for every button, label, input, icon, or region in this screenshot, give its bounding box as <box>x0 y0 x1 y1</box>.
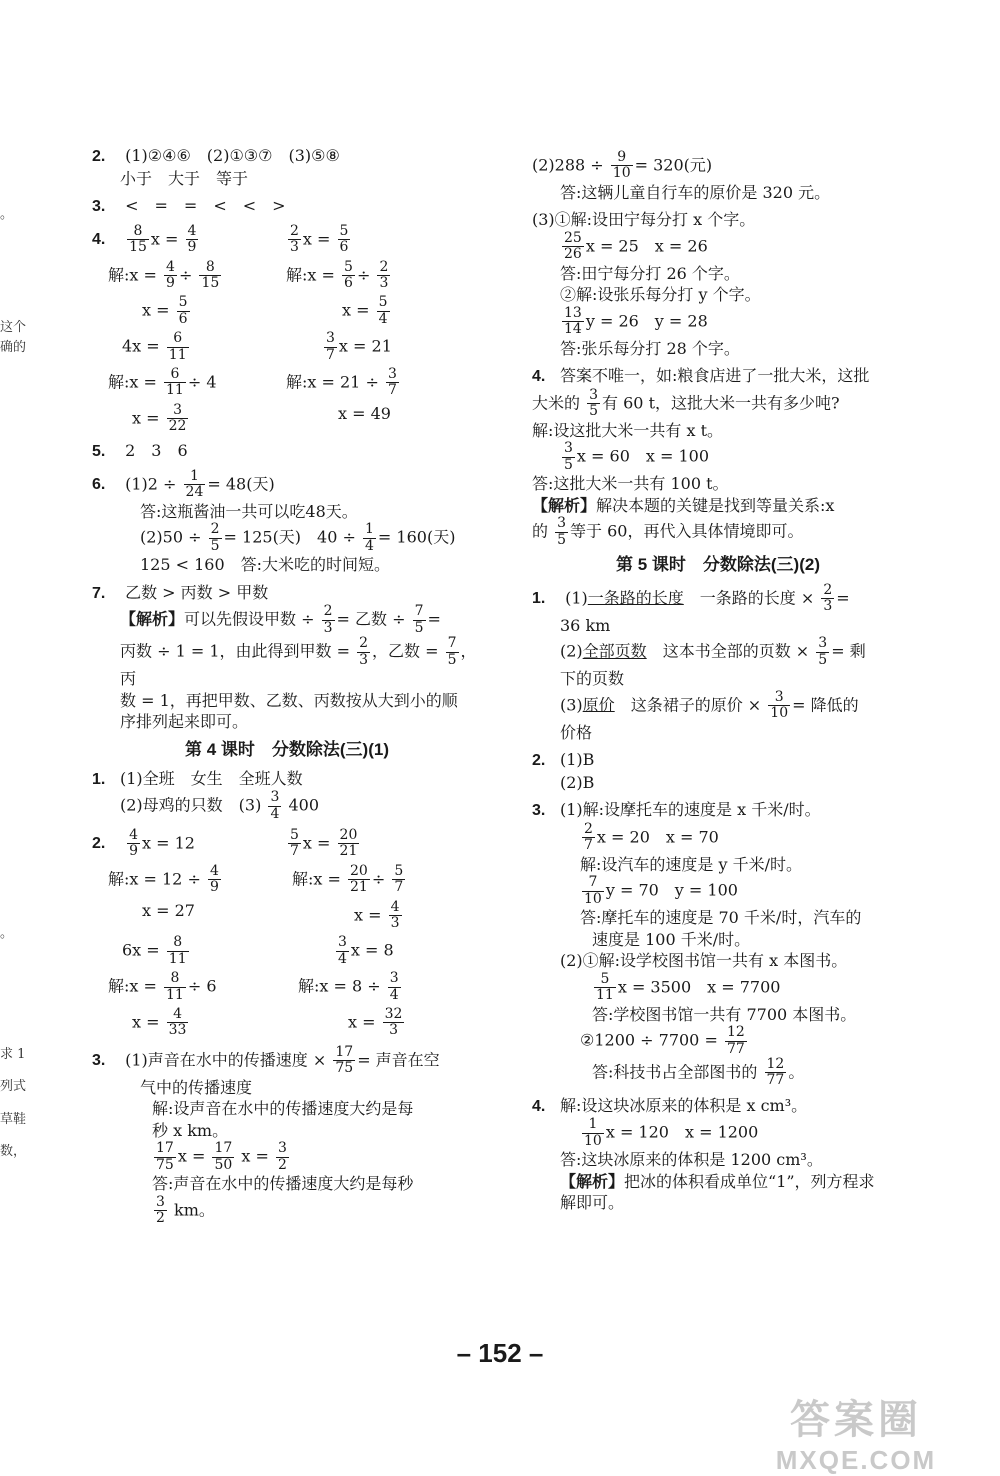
fraction: $\frac{8}{11}$ <box>166 970 184 1003</box>
answer-text: 答:田宁每分打 26 个字。 <box>560 263 740 283</box>
question-number: 1. <box>532 590 546 608</box>
answer-text: 下的页数 <box>560 669 625 689</box>
fraction: $\frac{20}{21}$ <box>350 862 368 896</box>
fraction: $\frac{6}{11}$ <box>166 365 184 399</box>
fraction: $\frac{3}{10}$ <box>770 688 789 722</box>
answer-text: 速度是 100 千米/时。 <box>592 929 751 949</box>
edge-text: 数， <box>0 1144 27 1159</box>
answer-4-right: 4. 答案不唯一，如:粮食店进了一批大米，这批 大米的 $\frac{3}{5}$ 有 60 t，这批大米一共有多少吨? 解:设这批大米一共有 x t。 $\frac{3}{5}$ x = 60 x = 100 答:这批大米一共有 100 t。 【解析】解决本题的关键是找到等量关系:x 的 $\frac{3}{5}$ 等于 60，再代入具体情境即可。 <box>532 365 904 548</box>
section-title: 第 5 课时 分数除法(三)(2) <box>616 555 820 575</box>
fraction: $\frac{1}{4}$ <box>365 521 374 554</box>
edge-text: 草鞋 <box>0 1112 27 1127</box>
answer-text: 36 km <box>560 615 611 635</box>
answer-2 <box>92 145 482 189</box>
answer-5 <box>92 440 482 463</box>
answer-6: 6. (1)2 ÷ $\frac{1}{24}$ = 48(天) 答:这瓶酱油一共可以吃48天。 (2)50 ÷ $\frac{2}{5}$ = 125(天) 40 ÷ $\frac{1}{4}$ = 160(天) 125 < 160 答:大米吃的时间短。 <box>92 469 482 576</box>
answer-text: 125 < 160 答:大米吃的时间短。 <box>140 555 391 575</box>
fraction: $\frac{17}{75}$ <box>156 1140 174 1173</box>
lesson5-answer-4: 4. 解:设这块冰原来的体积是 x cm³。 $\frac{1}{10}$ x = 120 x = 1200 答:这块冰原来的体积是 1200 cm³。 【解析】把冰的体积看成单位“1”，列方程求 解即可。 <box>532 1095 904 1214</box>
fraction: $\frac{5}{7}$ <box>290 827 299 860</box>
fraction: $\frac{4}{9}$ <box>187 222 197 256</box>
question-number: 6. <box>92 476 106 494</box>
lesson5-answer-3: 3. (1)解:设摩托车的速度是 x 千米/时。 $\frac{2}{7}$ x = 20 x = 70 解:设汽车的速度是 y 千米/时。 $\frac{7}{10}$ y = 70 y = 100 答:摩托车的速度是 70 千米/时，汽车的 速度是 100 千米/时。 (2)①解:设学校图书馆一共有 x 本图书。 $\frac{5}{11}$ x = 3500 x = 7700 答:学校图书馆一共有 7700 本图书。 ②1200 ÷ 7700 = $\frac{12}{77}$ 答:科技书占全部图书的 $\frac{12}{77}$ 。 <box>532 799 904 1088</box>
fraction: $\frac{3}{22}$ <box>168 401 187 435</box>
fraction: $\frac{5}{6}$ <box>344 258 353 291</box>
fraction: $\frac{8}{11}$ <box>168 934 187 967</box>
answer-text: < = = < < > <box>125 196 286 216</box>
answer-7: 7. 乙数 > 丙数 > 甲数 【解析】可以先假设甲数 ÷ $\frac{2}{3}$ = 乙数 ÷ $\frac{7}{5}$ = 丙数 ÷ 1 = 1，由此得到甲数 = $\frac{2}{3}$ ，乙数 = $\frac{7}{5}$ ，丙 数 = 1，再把甲数、乙数、丙数按从大到小的顺 序排列起来即可。 <box>92 582 482 733</box>
answer-3 <box>92 195 482 218</box>
page-number: – 152 – <box>456 1338 544 1368</box>
equation-row: x = $\frac{3}{22}$ x = 49 <box>132 401 391 435</box>
answer-text: (3)①解:设田宁每分打 x 个字。 <box>532 210 756 230</box>
edge-text: 这个 <box>0 320 27 335</box>
answer-text: 解:设声音在水中的传播速度大约是每 <box>152 1099 414 1119</box>
fraction: $\frac{5}{11}$ <box>596 970 614 1004</box>
fraction: $\frac{13}{14}$ <box>564 304 582 338</box>
answer-text: 答:张乐每分打 28 个字。 <box>560 338 740 358</box>
equation-row: x = 27 x = $\frac{4}{3}$ <box>142 898 400 932</box>
fraction: $\frac{3}{5}$ <box>557 515 567 548</box>
fraction: $\frac{2}{3}$ <box>823 581 833 615</box>
equation-row: 解:x = $\frac{4}{9}$ ÷ $\frac{8}{15}$ 解:x = $\frac{5}{6}$ ÷ $\frac{2}{3}$ <box>108 258 389 291</box>
equation-row: 6x = $\frac{8}{11}$ $\frac{3}{4}$ x = 8 <box>122 934 394 967</box>
watermark-text: 答案圈 <box>790 1398 922 1442</box>
answer-text: 2 3 6 <box>125 441 188 461</box>
question-number: 1. <box>92 770 106 788</box>
answer-text: 答:学校图书馆一共有 7700 本图书。 <box>592 1004 857 1024</box>
question-number: 7. <box>92 584 106 602</box>
question-number: 2. <box>532 752 546 770</box>
fraction: $\frac{7}{5}$ <box>447 635 457 668</box>
fraction: $\frac{4}{9}$ <box>166 258 175 291</box>
fraction: $\frac{7}{5}$ <box>414 603 424 636</box>
fraction: $\frac{5}{7}$ <box>394 862 404 896</box>
answer-text: 答:摩托车的速度是 70 千米/时，汽车的 <box>580 908 862 928</box>
fraction: $\frac{3}{4}$ <box>270 789 280 822</box>
fraction: $\frac{32}{3}$ <box>384 1005 403 1039</box>
fraction: $\frac{1}{10}$ <box>584 1116 602 1149</box>
answer-text: 解:设这批大米一共有 x t。 <box>532 420 724 440</box>
answer-4 <box>92 224 482 435</box>
question-number: 3. <box>532 802 546 820</box>
fraction: $\frac{5}{6}$ <box>339 222 349 256</box>
fraction: $\frac{4}{9}$ <box>129 827 139 860</box>
question-number: 3. <box>92 198 106 216</box>
answer-text: 答:这块冰原来的体积是 1200 cm³。 <box>560 1150 823 1170</box>
question-number: 3. <box>92 1052 106 1070</box>
section-title: 第 4 课时 分数除法(三)(1) <box>185 739 389 759</box>
equation-row: 2. $\frac{4}{9}$ x = 12 $\frac{5}{7}$ x = $\frac{20}{21}$ <box>92 827 358 860</box>
fraction: $\frac{25}{26}$ <box>564 229 582 263</box>
answer-text: (2)①解:设学校图书馆一共有 x 本图书。 <box>560 951 848 971</box>
question-number: 5. <box>92 443 106 461</box>
equation-row: 4. $\frac{8}{15}$ x = $\frac{4}{9}$ $\frac{2}{3}$ x = $\frac{5}{6}$ <box>92 222 349 256</box>
fraction: $\frac{3}{7}$ <box>387 365 397 399</box>
fraction: $\frac{1}{24}$ <box>185 468 204 501</box>
edge-text: 。 <box>0 926 14 941</box>
fraction: $\frac{9}{10}$ <box>612 149 631 182</box>
lesson5-answer-1: 1. (1)一条路的长度 一条路的长度 × $\frac{2}{3}$ = 36 km (2)全部页数 这本书全部的页数 × $\frac{3}{5}$ = 剩 下的页数 (3)原价 这条裙子的原价 × $\frac{3}{10}$ = 降低的 价格 <box>532 583 904 743</box>
answer-text: ②解:设张乐每分打 y 个字。 <box>560 285 761 305</box>
fraction: $\frac{17}{50}$ <box>214 1140 233 1173</box>
answer-3-part3: (3)①解:设田宁每分打 x 个字。 $\frac{25}{26}$ x = 25 x = 26 答:田宁每分打 26 个字。 ②解:设张乐每分打 y 个字。 $\frac{13}{14}$ y = 26 y = 28 答:张乐每分打 28 个字。 <box>532 209 904 359</box>
analysis-tag: 【解析】 <box>120 609 185 629</box>
fraction: $\frac{8}{15}$ <box>129 222 147 256</box>
fraction: $\frac{3}{5}$ <box>818 635 828 668</box>
equation-row: 解:x = $\frac{8}{11}$ ÷ 6 解:x = 8 ÷ $\frac{3}{4}$ <box>108 970 399 1003</box>
fraction: $\frac{12}{77}$ <box>726 1024 745 1057</box>
equation-row: x = $\frac{5}{6}$ x = $\frac{5}{4}$ <box>142 294 388 327</box>
analysis-tag: 【解析】 <box>560 1171 625 1191</box>
question-number: 4. <box>532 1097 546 1115</box>
question-number: 4. <box>92 231 106 249</box>
answer-text: 答:声音在水中的传播速度大约是每秒 <box>152 1174 414 1194</box>
fraction: $\frac{3}{2}$ <box>156 1193 165 1227</box>
equation-row: 解:x = $\frac{6}{11}$ ÷ 4 解:x = 21 ÷ $\frac{3}{7}$ <box>108 365 397 399</box>
fraction: $\frac{2}{7}$ <box>584 820 593 854</box>
left-column <box>92 145 482 1232</box>
answer-text: 答:这辆儿童自行车的原价是 320 元。 <box>560 182 831 202</box>
answer-text: 答:这瓶酱油一共可以吃48天。 <box>140 501 358 521</box>
edge-text: 列式 <box>0 1079 27 1094</box>
fraction: $\frac{3}{7}$ <box>326 330 335 363</box>
fraction: $\frac{17}{75}$ <box>335 1043 354 1077</box>
question-number: 2. <box>92 148 106 165</box>
answer-text: 解:设汽车的速度是 y 千米/时。 <box>580 854 802 874</box>
edge-text: 确的 <box>0 340 27 355</box>
fraction: $\frac{2}{5}$ <box>210 521 220 554</box>
fraction: $\frac{4}{33}$ <box>168 1005 187 1039</box>
fraction: $\frac{2}{3}$ <box>323 603 333 636</box>
fraction: $\frac{8}{15}$ <box>201 258 220 291</box>
equation-row: 解:x = 12 ÷ $\frac{4}{9}$ 解:x = $\frac{20}{21}$ ÷ $\frac{5}{7}$ <box>108 862 404 896</box>
answer-text: 价格 <box>560 722 593 742</box>
edge-text: 。 <box>0 207 14 222</box>
answer-3-part2: (2)288 ÷ $\frac{9}{10}$ = 320(元) 答:这辆儿童自行车的原价是 320 元。 <box>532 150 904 203</box>
watermark-url: MXQE.COM <box>775 1445 937 1475</box>
fraction: $\frac{2}{3}$ <box>359 635 369 668</box>
fraction: $\frac{3}{5}$ <box>564 440 573 473</box>
analysis-tag: 【解析】 <box>532 495 597 515</box>
equation-row: 4x = $\frac{6}{11}$ $\frac{3}{7}$ x = 21 <box>122 330 392 363</box>
watermark-logo <box>722 1388 990 1476</box>
fraction: $\frac{3}{4}$ <box>389 970 399 1003</box>
fraction: $\frac{3}{5}$ <box>589 386 599 420</box>
answer-text: (2)B <box>560 772 595 792</box>
answer-text: (1)②④⑥ (2)①③⑦ (3)⑤⑧ <box>125 146 340 165</box>
fraction: $\frac{12}{77}$ <box>766 1055 785 1089</box>
fraction: $\frac{5}{6}$ <box>178 294 188 327</box>
answer-text: 气中的传播速度 <box>140 1077 253 1097</box>
lesson4-answer-1: 1. (1)全班 女生 全班人数 (2)母鸡的只数 (3) $\frac{3}{4}$ 400 <box>92 768 319 822</box>
question-number: 4. <box>532 368 546 386</box>
answer-text: 秒 x km。 <box>152 1120 229 1140</box>
analysis-text: 解即可。 <box>560 1193 625 1213</box>
equation-row: x = $\frac{4}{33}$ x = $\frac{32}{3}$ <box>132 1005 403 1039</box>
right-column <box>532 150 904 1220</box>
fraction: $\frac{4}{3}$ <box>390 898 400 932</box>
analysis-text: 数 = 1，再把甲数、乙数、丙数按从大到小的顺 <box>120 690 458 710</box>
fraction: $\frac{3}{2}$ <box>277 1140 287 1173</box>
fraction: $\frac{3}{4}$ <box>338 934 347 967</box>
analysis-text: 序排列起来即可。 <box>120 712 249 732</box>
answer-text: 小于 大于 等于 <box>120 168 249 188</box>
fraction: $\frac{4}{9}$ <box>209 862 219 896</box>
fraction: $\frac{7}{10}$ <box>584 874 602 907</box>
fraction: $\frac{5}{4}$ <box>378 294 388 327</box>
fraction: $\frac{2}{3}$ <box>379 258 389 291</box>
answer-text: 答:这批大米一共有 100 t。 <box>532 474 729 494</box>
fraction: $\frac{20}{21}$ <box>339 827 358 860</box>
edge-text: 求 1 <box>0 1047 26 1062</box>
fraction: $\frac{2}{3}$ <box>290 222 299 256</box>
lesson4-answer-2 <box>92 828 482 1039</box>
lesson4-answer-3: 3. (1)声音在水中的传播速度 × $\frac{17}{75}$ = 声音在空 气中的传播速度 解:设声音在水中的传播速度大约是每 秒 x km。 $\frac{17}{75}$ x = $\frac{17}{50}$ x = $\frac{3}{2}$ 答:声音在水中的传播速度大约是每秒 $\frac{3}{2}$ km。 <box>92 1045 482 1227</box>
fraction: $\frac{6}{11}$ <box>168 330 187 363</box>
question-number: 2. <box>92 835 106 853</box>
lesson5-answer-2: 2. (1)B (2)B <box>532 749 904 793</box>
